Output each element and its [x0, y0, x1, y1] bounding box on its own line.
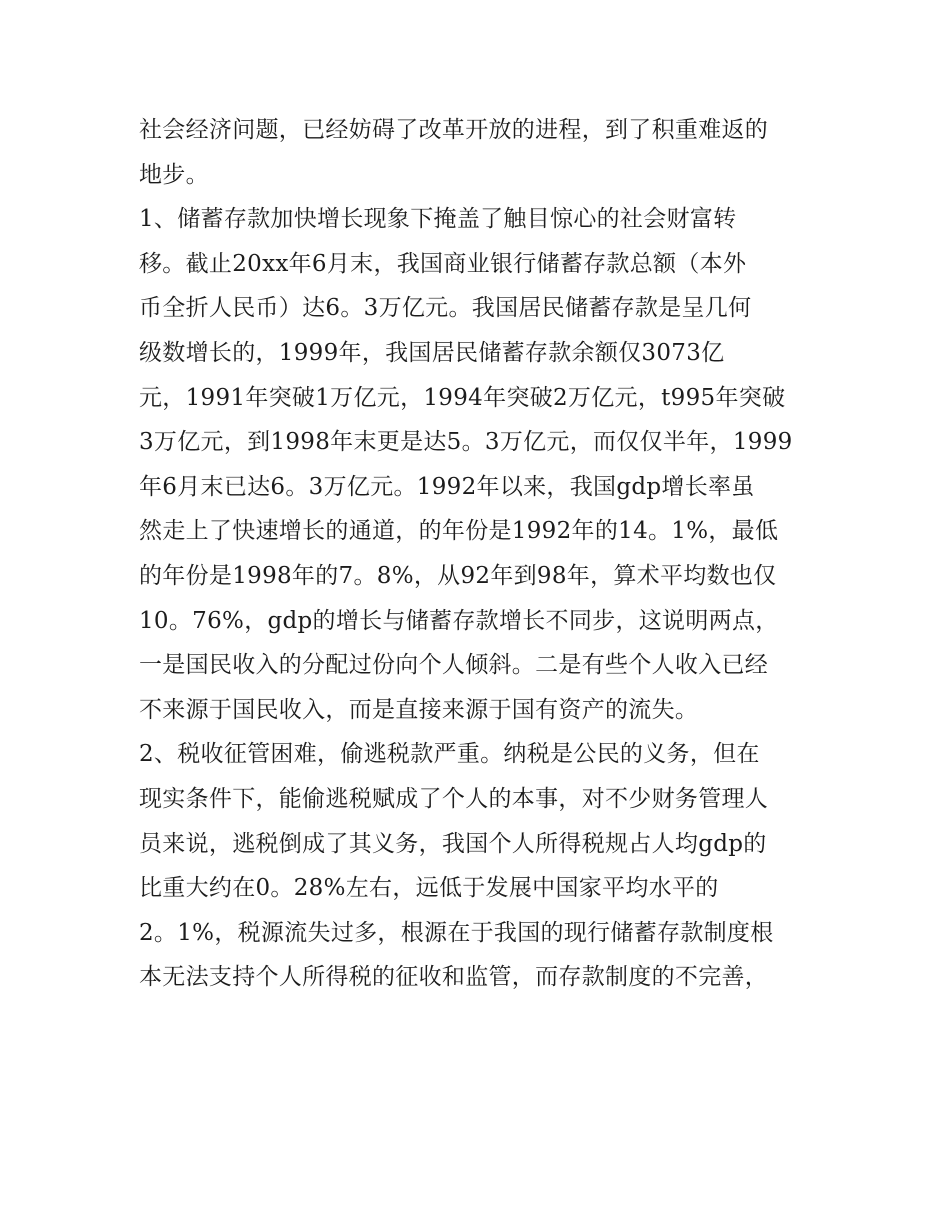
body-text: [139, 108, 829, 1000]
text-line: 年6月末已达6。3万亿元。1992年以来，我国gdp增长率虽: [139, 473, 755, 500]
text-line: 级数增长的，1999年，我国居民储蓄存款余额仅3073亿: [139, 339, 725, 366]
text-line: 元，1991年突破1万亿元，1994年突破2万亿元，t995年突破: [139, 384, 786, 411]
text-line: 3万亿元，到1998年末更是达5。3万亿元，而仅仅半年，1999: [139, 429, 793, 456]
text-line: 一是国民收入的分配过份向个人倾斜。二是有些个人收入已经: [139, 652, 769, 679]
text-line: 2、税收征管困难，偷逃税款严重。纳税是公民的义务，但在: [139, 741, 760, 768]
text-line: 1、储蓄存款加快增长现象下掩盖了触目惊心的社会财富转: [139, 206, 737, 233]
text-line: 社会经济问题，已经妨碍了改革开放的进程，到了积重难返的: [139, 117, 769, 143]
text-line: 然走上了快速增长的通道，的年份是1992年的14。1%，最低: [139, 518, 779, 545]
text-line: 比重大约在0。28%左右，远低于发展中国家平均水平的: [139, 875, 719, 902]
text-line: 2。1%，税源流失过多，根源在于我国的现行储蓄存款制度根: [139, 919, 774, 946]
text-line: 现实条件下，能偷逃税赋成了个人的本事，对不少财务管理人: [139, 785, 769, 812]
text-line: 地步。: [139, 161, 209, 188]
text-line: 10。76%，gdp的增长与储蓄存款增长不同步，这说明两点，: [139, 607, 779, 634]
text-line: 移。截止20xx年6月末，我国商业银行储蓄存款总额（本外: [139, 250, 747, 277]
text-line: 员来说，逃税倒成了其义务，我国个人所得税规占人均gdp的: [139, 830, 767, 857]
text-line: 币全折人民币）达6。3万亿元。我国居民储蓄存款是呈几何: [139, 295, 752, 322]
text-line: 本无法支持个人所得税的征收和监管，而存款制度的不完善，: [139, 964, 769, 991]
text-line: 不来源于国民收入，而是直接来源于国有资产的流失。: [139, 696, 699, 723]
text-line: 的年份是1998年的7。8%，从92年到98年，算术平均数也仅: [139, 562, 777, 589]
